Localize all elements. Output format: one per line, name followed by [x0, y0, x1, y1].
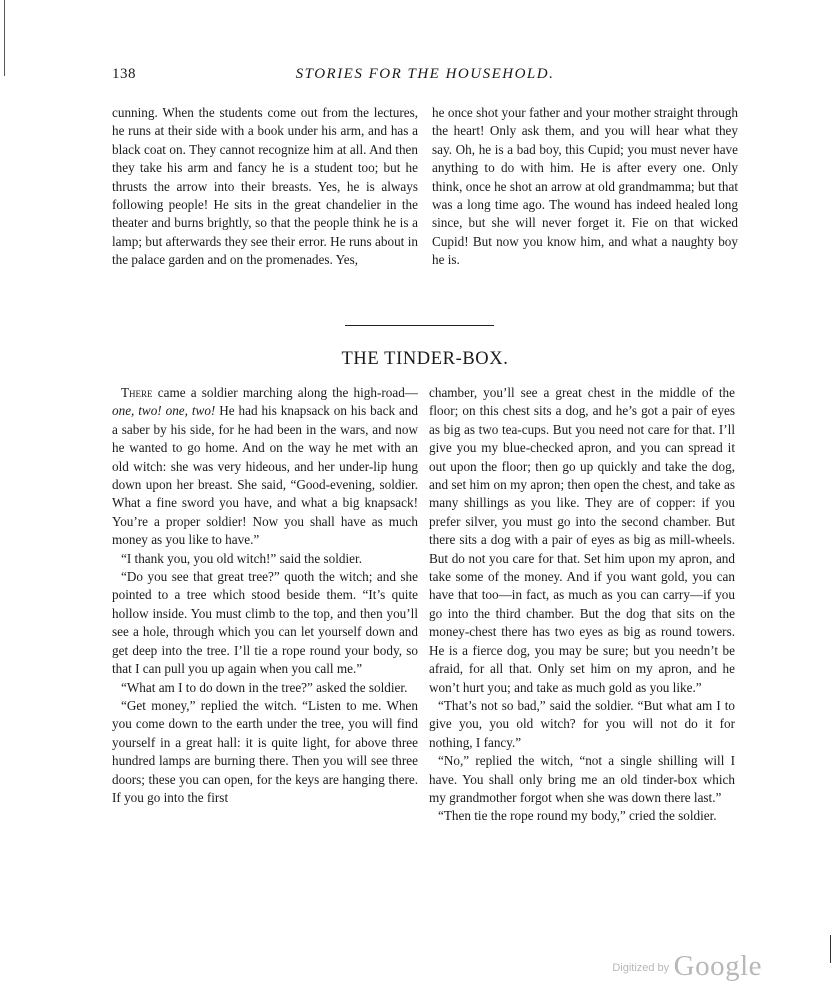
- paragraph-text: came a soldier marching along the high-road—: [152, 385, 418, 400]
- running-head: [112, 66, 738, 88]
- top-left-column: [112, 104, 418, 270]
- italic-phrase: one, two! one, two!: [112, 403, 216, 419]
- watermark-prefix: Digitized by: [612, 962, 670, 974]
- page-edge-mark: [830, 935, 831, 963]
- story-title: THE TINDER-BOX.: [341, 349, 509, 369]
- paragraph: “That’s not so bad,” said the soldier. “But what am I to give you, you old witch? for you will not do it for nothing, I fancy.”: [429, 697, 735, 750]
- paragraph: “I thank you, you old witch!” said the soldier.: [121, 550, 362, 566]
- opening-paragraph: [112, 384, 418, 550]
- lead-word: There: [121, 385, 153, 400]
- watermark-brand: Google: [673, 950, 762, 982]
- top-right-column: [432, 104, 738, 270]
- digitized-watermark: [612, 950, 762, 983]
- paragraph: “Get money,” replied the witch. “Listen to me. When you come down to the earth under the tree, you will find yourself in a great hall: it is quite light, for above three hundred lamps are burning there. Then you will see three doors; these you can open, for the keys are hanging there. If you go into the first: [112, 697, 418, 805]
- paragraph: chamber, you’ll see a great chest in the middle of the floor; on this chest sits a dog, and he’s got a pair of eyes as big as two tea-cups. But you need not care for that. I’ll give you my blue-checked apron, and you can spread it out upon the floor; then go up quickly and take the dog, and set him on my apron; then open the chest, and take as many shillings as you like. They are of copper: if you prefer silver, you must go into the second chamber. But there sits a dog with a pair of eyes as big as mill-wheels. But do not you care for that. Set him upon my apron, and take some of the money. And if you want gold, you can have that too—in fact, as much as you can carry—if you go into the third chamber. But the dog that sits on the money-chest there has two eyes as big as round towers. He is a fierce dog, you may be sure; but you needn’t be afraid, for all that. Only set him on my apron, and he won’t hurt you; and take as much gold as you like.”: [429, 385, 735, 695]
- page-number: 138: [112, 66, 136, 82]
- paragraph-text: He had his knapsack on his back and a saber by his side, for he had been in the wars, and now he wanted to go home. And on the way he met with an old witch: she was very hideous, and her under-lip hung down upon her breast. She said, “Good-evening, soldier. What a fine sword you have, and what a big knapsack! You’re a proper soldier! Now you shall have as much money as you like to have.”: [112, 403, 418, 548]
- running-title: STORIES FOR THE HOUSEHOLD.: [295, 66, 555, 82]
- paragraph: he once shot your father and your mother straight through the heart! Only ask them, and you will hear what they say. Oh, he is a bad boy, this Cupid; you must never have anything to do with him. He is after every one. Only think, once he shot an arrow at old grandmamma; but that was a long time ago. The wound has indeed healed long since, but she will never forget it. Fie on that wicked Cupid! But now you know him, and what a naughty boy he is.: [432, 105, 738, 268]
- paragraph: “No,” replied the witch, “not a single shilling will I have. You shall only bring me an old tinder-box which my grandmother forgot when she was down there last.”: [429, 753, 735, 805]
- page-edge-line: [4, 0, 5, 76]
- section-divider: [345, 325, 494, 326]
- bottom-right-column: [429, 384, 735, 826]
- paragraph: cunning. When the students come out from the lectures, he runs at their side with a book under his arm, and has a black coat on. They cannot recognize him at all. And then they take his arm and fancy he is a student too; but he thrusts the arrow into their breasts. Yes, he is always following people! He sits in the great chandelier in the theater and burns brightly, so that the people think he is a lamp; but afterwards they see their error. He runs about in the palace garden and on the promenades. Yes,: [112, 105, 418, 268]
- paragraph: “What am I to do down in the tree?” asked the soldier.: [121, 679, 408, 695]
- paragraph: “Do you see that great tree?” quoth the witch; and she pointed to a tree which stood beside them. “It’s quite hollow inside. You must climb to the top, and then you’ll see a hole, through which you can let yourself down and get deep into the tree. I’ll tie a rope round your body, so that I can pull you up again when you call me.”: [112, 569, 418, 677]
- bottom-left-column: [112, 384, 418, 807]
- paragraph: “Then tie the rope round my body,” cried the soldier.: [438, 808, 717, 824]
